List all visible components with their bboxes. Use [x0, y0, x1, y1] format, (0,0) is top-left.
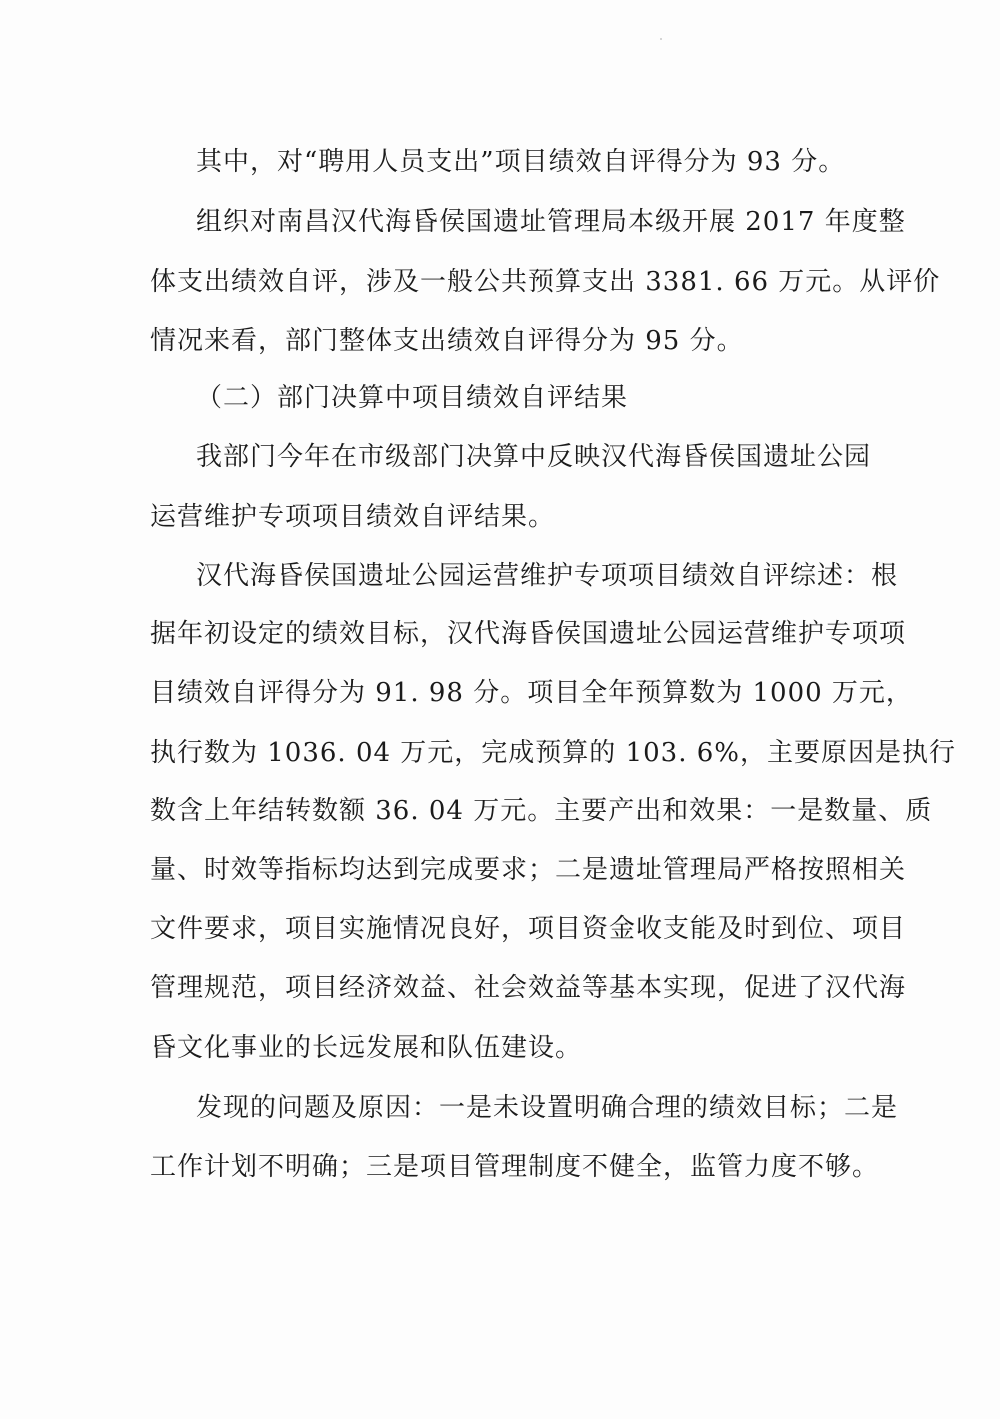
paragraph-line: 量、时效等指标均达到完成要求；二是遗址管理局严格按照相关 [150, 855, 907, 885]
paragraph-line: 运营维护专项项目绩效自评结果。 [150, 502, 556, 532]
paragraph-line: 组织对南昌汉代海昏侯国遗址管理局本级开展 2017 年度整 [196, 207, 906, 237]
paragraph-line: 据年初设定的绩效目标，汉代海昏侯国遗址公园运营维护专项项 [150, 619, 907, 649]
scan-speck [660, 38, 662, 40]
paragraph-line: 目绩效自评得分为 91. 98 分。项目全年预算数为 1000 万元， [150, 678, 913, 708]
paragraph-line: 昏文化事业的长远发展和队伍建设。 [150, 1033, 583, 1063]
paragraph-line: 情况来看，部门整体支出绩效自评得分为 95 分。 [150, 326, 744, 356]
paragraph-line: 发现的问题及原因：一是未设置明确合理的绩效目标；二是 [196, 1093, 899, 1123]
paragraph-line: 体支出绩效自评，涉及一般公共预算支出 3381. 66 万元。从评价 [150, 267, 941, 297]
paragraph-line: 汉代海昏侯国遗址公园运营维护专项项目绩效自评综述：根 [196, 561, 899, 591]
section-heading: （二）部门决算中项目绩效自评结果 [196, 383, 629, 413]
paragraph-line: 工作计划不明确；三是项目管理制度不健全，监管力度不够。 [150, 1152, 880, 1182]
paragraph-line: 数含上年结转数额 36. 04 万元。主要产出和效果：一是数量、质 [150, 796, 933, 826]
paragraph-line: 文件要求，项目实施情况良好，项目资金收支能及时到位、项目 [150, 914, 907, 944]
paragraph-line: 执行数为 1036. 04 万元，完成预算的 103. 6%，主要原因是执行 [150, 738, 956, 768]
paragraph-line: 我部门今年在市级部门决算中反映汉代海昏侯国遗址公园 [196, 442, 872, 472]
paragraph-line: 管理规范，项目经济效益、社会效益等基本实现，促进了汉代海 [150, 973, 907, 1003]
paragraph-line: 其中，对“聘用人员支出”项目绩效自评得分为 93 分。 [196, 147, 846, 177]
